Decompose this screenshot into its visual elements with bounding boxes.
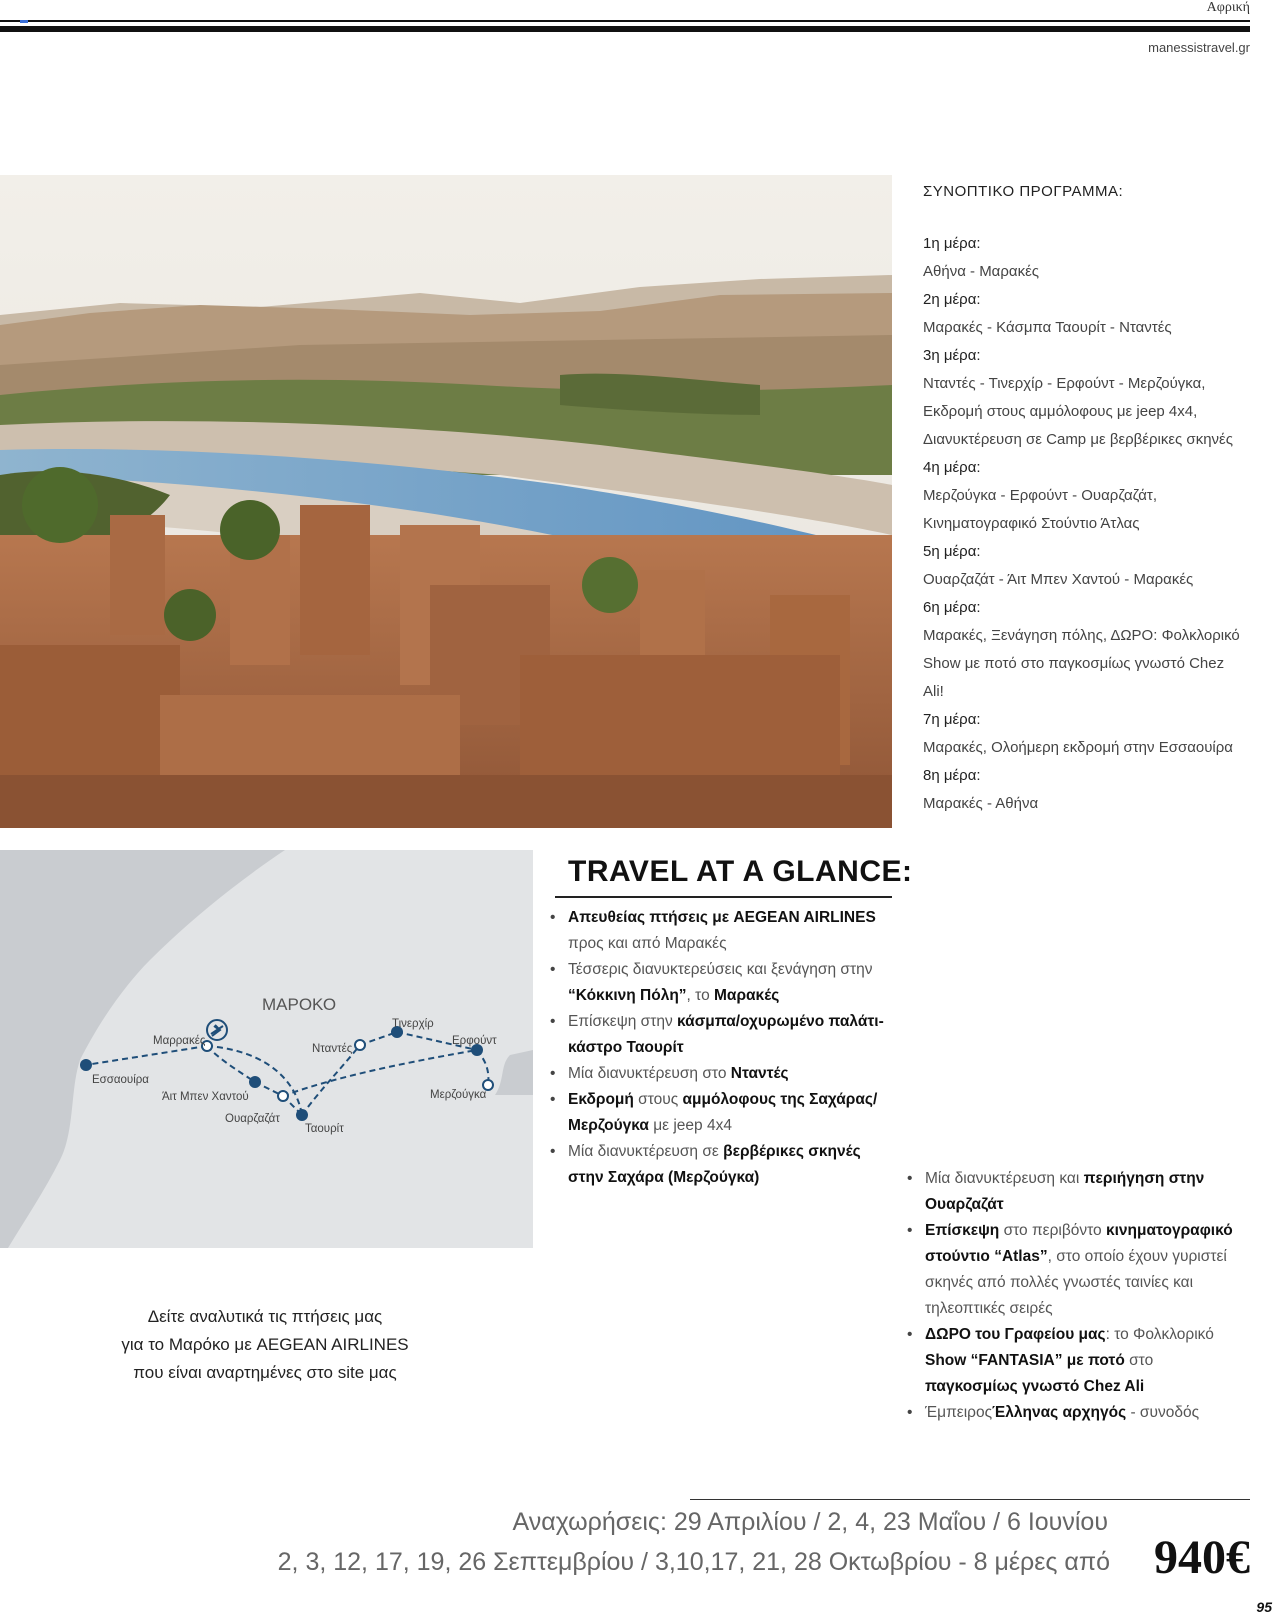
glance-item-bold: Μαρακές xyxy=(714,987,780,1004)
synoptic-program xyxy=(923,183,1263,818)
day-label: 5η μέρα: xyxy=(923,543,981,560)
glance-list-right xyxy=(905,1166,1250,1426)
program-days xyxy=(923,230,1263,818)
glance-item xyxy=(905,1322,1250,1400)
day-label: 6η μέρα: xyxy=(923,599,981,616)
glance-item-bold: Show “FANTASIA” με ποτό xyxy=(925,1352,1125,1369)
glance-item-bold: αμμόλοφους της Σαχάρας/Μερζούγκα xyxy=(568,1091,878,1134)
glance-item-text: Επίσκεψη στην xyxy=(568,1013,678,1030)
hero-photo-kasbah xyxy=(0,175,892,828)
day-label: 3η μέρα: xyxy=(923,347,981,364)
label-marrakech: Μαρρακές xyxy=(153,1035,206,1047)
glance-item-text: , στο οποίο έχουν γυριστεί σκηνές από πολλές γνωστές ταινίες και τηλεοπτικές σειρές xyxy=(925,1248,1227,1317)
glance-item-bold: κινηματογραφικό στούντιο “Atlas” xyxy=(925,1222,1233,1265)
glance-item-text: , το xyxy=(686,987,714,1004)
map-country-label: ΜΑΡΟΚΟ xyxy=(262,995,337,1014)
glance-item-text: - συνοδός xyxy=(1126,1404,1200,1421)
day-text: Κινηματογραφικό Στούντιο Άτλας xyxy=(923,515,1140,532)
route-marrakech-essaouira xyxy=(92,1046,207,1064)
flights-note-line: Δείτε αναλυτικά τις πτήσεις μας xyxy=(147,1307,383,1326)
price: 940€ xyxy=(1154,1531,1250,1584)
glance-item-bold: περιήγηση στην Ουαρζαζάτ xyxy=(925,1170,1205,1213)
day-text: Μαρακές, Ξενάγηση πόλης, ΔΩΡΟ: Φολκλορικό xyxy=(923,627,1240,644)
glance-item-text: Μία διανυκτέρευση σε xyxy=(568,1143,724,1160)
glance-item xyxy=(548,1087,888,1139)
glance-item-bold: Επίσκεψη xyxy=(925,1222,1000,1239)
glance-item-bold: ΔΩΡΟ του Γραφείου μας xyxy=(925,1326,1106,1343)
node-ait-ben-haddou xyxy=(249,1076,261,1088)
glance-item-bold: παγκοσμίως γνωστό Chez Ali xyxy=(925,1378,1145,1395)
glance-list-left xyxy=(548,905,888,1191)
glance-item-bold: βερβέρικες σκηνές στην Σαχάρα (Μερζούγκα) xyxy=(568,1143,861,1186)
glance-item-text: Τέσσερις διανυκτερεύσεις και ξενάγηση στην xyxy=(568,961,873,978)
node-ouarzazate xyxy=(278,1091,288,1101)
glance-item xyxy=(548,957,888,1009)
label-tinerhir: Τινερχίρ xyxy=(392,1018,434,1030)
glance-item xyxy=(905,1218,1250,1322)
day-text: Αθήνα - Μαρακές xyxy=(923,263,1039,280)
glance-item-text: Έμπειρος xyxy=(925,1404,993,1421)
node-dades xyxy=(355,1040,365,1050)
day-text: Μαρακές - Κάσμπα Ταουρίτ - Νταντές xyxy=(923,319,1172,336)
day-label: 8η μέρα: xyxy=(923,767,981,784)
glance-title-rule xyxy=(555,896,892,898)
route-map xyxy=(0,850,533,1248)
node-taourirt xyxy=(296,1109,308,1121)
header-accent-mark xyxy=(20,20,28,23)
label-taourirt: Ταουρίτ xyxy=(305,1123,344,1135)
glance-item xyxy=(905,1166,1250,1218)
day-label: 4η μέρα: xyxy=(923,459,981,476)
header-rule-thin xyxy=(0,20,1250,22)
glance-item-bold: κάσμπα/οχυρωμένο παλάτι-κάστρο Ταουρίτ xyxy=(568,1013,884,1056)
coastline-east xyxy=(495,1050,533,1095)
label-ait-ben-haddou: Άιτ Μπεν Χαντού xyxy=(162,1091,249,1103)
glance-item-text: Μία διανυκτέρευση στο xyxy=(568,1065,731,1082)
day-text: Διανυκτέρευση σε Camp με βερβέρικες σκηνές xyxy=(923,431,1233,448)
glance-item-text: στο xyxy=(1124,1352,1154,1369)
glance-item xyxy=(548,905,888,957)
label-essaouira: Εσσαουίρα xyxy=(92,1074,149,1086)
day-label: 7η μέρα: xyxy=(923,711,981,728)
label-merzouga: Μερζούγκα xyxy=(430,1089,487,1101)
day-label: 2η μέρα: xyxy=(923,291,981,308)
glance-item xyxy=(548,1139,888,1191)
glance-item-text: Μία διανυκτέρευση και xyxy=(925,1170,1084,1187)
program-title: ΣΥΝΟΠΤΙΚΟ ΠΡΟΓΡΑΜΜΑ: xyxy=(923,183,1124,200)
day-text: Ali! xyxy=(923,683,944,700)
day-label: 1η μέρα: xyxy=(923,235,981,252)
flights-note xyxy=(100,1303,430,1387)
glance-item xyxy=(905,1400,1250,1426)
departures-line-2: 2, 3, 12, 17, 19, 26 Σεπτεμβρίου / 3,10,17, 21, 28 Οκτωβρίου - 8 μέρες από xyxy=(277,1548,1110,1576)
site-url[interactable]: manessistravel.gr xyxy=(1148,40,1250,55)
day-text: Ουαρζαζάτ - Άιτ Μπεν Χαντού - Μαρακές xyxy=(923,571,1194,588)
airplane-icon xyxy=(207,1020,227,1040)
glance-item-bold: “Κόκκινη Πόλη” xyxy=(568,987,687,1004)
label-dades: Νταντές xyxy=(312,1043,353,1055)
glance-item-bold: Εκδρομή xyxy=(568,1091,634,1108)
node-essaouira xyxy=(80,1059,92,1071)
day-text: Εκδρομή στους αμμόλοφους με jeep 4x4, xyxy=(923,403,1198,420)
label-ouarzazate: Ουαρζαζάτ xyxy=(225,1113,280,1125)
glance-item-bold: Νταντές xyxy=(730,1065,789,1082)
day-text: Μερζούγκα - Ερφούντ - Ουαρζαζάτ, xyxy=(923,487,1157,504)
glance-item xyxy=(548,1009,888,1061)
section-label: Αφρική xyxy=(1206,0,1250,15)
glance-title: TRAVEL AT A GLANCE: xyxy=(568,855,913,888)
sea-area xyxy=(0,850,285,1248)
flights-note-line: για το Μαρόκο με AEGEAN AIRLINES xyxy=(121,1335,409,1354)
label-erfoud: Ερφούντ xyxy=(452,1035,497,1047)
departures-line-1: Αναχωρήσεις: 29 Απριλίου / 2, 4, 23 Μαΐου / 6 Ιουνίου xyxy=(512,1508,1108,1536)
glance-item-text: με jeep 4x4 xyxy=(648,1117,732,1134)
glance-item-bold: Έλληνας αρχηγός xyxy=(992,1404,1127,1421)
glance-item xyxy=(548,1061,888,1087)
route-marrakech-ait-ben-haddou xyxy=(207,1046,255,1082)
glance-item-text: στο περιβόντο xyxy=(999,1222,1106,1239)
day-text: Μαρακές, Ολοήμερη εκδρομή στην Εσσαουίρα xyxy=(923,739,1233,756)
departures-rule xyxy=(690,1499,1250,1500)
glance-item-bold: Απευθείας πτήσεις με AEGEAN AIRLINES xyxy=(568,909,876,926)
day-text: Νταντές - Τινερχίρ - Ερφούντ - Μερζούγκα, xyxy=(923,375,1206,392)
day-text: Show με ποτό στο παγκοσμίως γνωστό Chez xyxy=(923,655,1225,672)
glance-item-text: προς και από Μαρακές xyxy=(568,935,727,952)
flights-note-line: που είναι αναρτημένες στο site μας xyxy=(133,1363,397,1382)
glance-item-text: στους xyxy=(633,1091,683,1108)
page-number: 95 xyxy=(1256,1599,1272,1615)
glance-item-text: : το Φολκλορικό xyxy=(1105,1326,1214,1343)
header-rule-thick xyxy=(0,26,1250,32)
day-text: Μαρακές - Αθήνα xyxy=(923,795,1039,812)
